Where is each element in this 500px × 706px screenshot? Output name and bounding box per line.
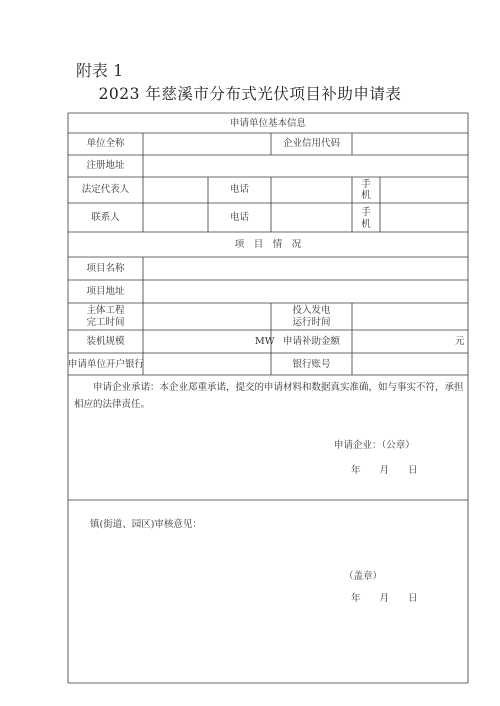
legal-rep-field[interactable] bbox=[145, 179, 206, 201]
contact-phone-label: 电话 bbox=[229, 212, 249, 223]
review-date: 年 月 日 bbox=[351, 593, 418, 604]
contact-label: 联系人 bbox=[91, 212, 120, 223]
contact-mobile-label-1: 手 bbox=[361, 207, 371, 218]
bank-label: 申请单位开户银行 bbox=[68, 359, 145, 370]
capacity-field[interactable] bbox=[145, 332, 253, 351]
project-name-field[interactable] bbox=[145, 259, 466, 278]
form-title: 2023 年慈溪市分布式光伏项目补助申请表 bbox=[98, 85, 402, 103]
section-project-info: 项 目 情 况 bbox=[234, 239, 302, 250]
project-address-field[interactable] bbox=[145, 282, 466, 301]
grid-time-field[interactable] bbox=[354, 305, 466, 328]
contact-field[interactable] bbox=[145, 205, 206, 230]
project-address-label: 项目地址 bbox=[86, 286, 125, 297]
subsidy-unit: 元 bbox=[455, 336, 465, 347]
commitment-text: 申请企业承诺：本企业郑重承诺，提交的申请材料和数据真实准确，如与事实不符，承担相应的法律责任。 bbox=[74, 382, 464, 410]
project-name-label: 项目名称 bbox=[86, 263, 125, 274]
completion-time-label-1: 主体工程 bbox=[86, 305, 125, 316]
section-applicant-info: 申请单位基本信息 bbox=[229, 118, 306, 129]
capacity-unit: MW bbox=[255, 336, 275, 347]
commitment-signature: 申请企业：（公章） bbox=[334, 440, 415, 451]
legal-rep-mobile-label-1: 手 bbox=[361, 179, 371, 190]
company-name-label: 单位全称 bbox=[86, 138, 125, 149]
subsidy-amount-label: 申请补助金额 bbox=[282, 336, 340, 347]
grid-time-label-2: 运行时间 bbox=[292, 317, 331, 328]
account-label: 银行账号 bbox=[292, 359, 331, 370]
legal-rep-mobile-label-2: 机 bbox=[361, 190, 371, 201]
registered-address-label: 注册地址 bbox=[86, 160, 125, 171]
legal-rep-phone-label: 电话 bbox=[229, 184, 249, 195]
contact-mobile-field[interactable] bbox=[382, 205, 466, 230]
legal-rep-phone-field[interactable] bbox=[273, 179, 350, 201]
registered-address-field[interactable] bbox=[145, 157, 466, 175]
contact-phone-field[interactable] bbox=[273, 205, 350, 230]
credit-code-field[interactable] bbox=[354, 135, 466, 153]
credit-code-label: 企业信用代码 bbox=[282, 138, 340, 149]
completion-time-label-2: 完工时间 bbox=[86, 317, 125, 328]
completion-time-field[interactable] bbox=[145, 305, 269, 328]
subsidy-amount-field[interactable] bbox=[354, 332, 452, 351]
review-opinion-field[interactable] bbox=[74, 535, 464, 565]
capacity-label: 装机规模 bbox=[86, 336, 125, 347]
review-opinion-label: 镇(街道、园区)审核意见： bbox=[90, 519, 202, 530]
commitment-date: 年 月 日 bbox=[351, 465, 418, 476]
account-field[interactable] bbox=[354, 355, 466, 373]
grid-time-label-1: 投入发电 bbox=[292, 305, 331, 316]
company-name-field[interactable] bbox=[145, 135, 269, 153]
review-seal: （盖章） bbox=[344, 571, 383, 582]
contact-mobile-label-2: 机 bbox=[361, 219, 371, 230]
attachment-label: 附表 1 bbox=[76, 61, 124, 80]
legal-rep-label: 法定代表人 bbox=[81, 184, 130, 195]
legal-rep-mobile-field[interactable] bbox=[382, 179, 466, 201]
bank-field[interactable] bbox=[145, 355, 269, 373]
